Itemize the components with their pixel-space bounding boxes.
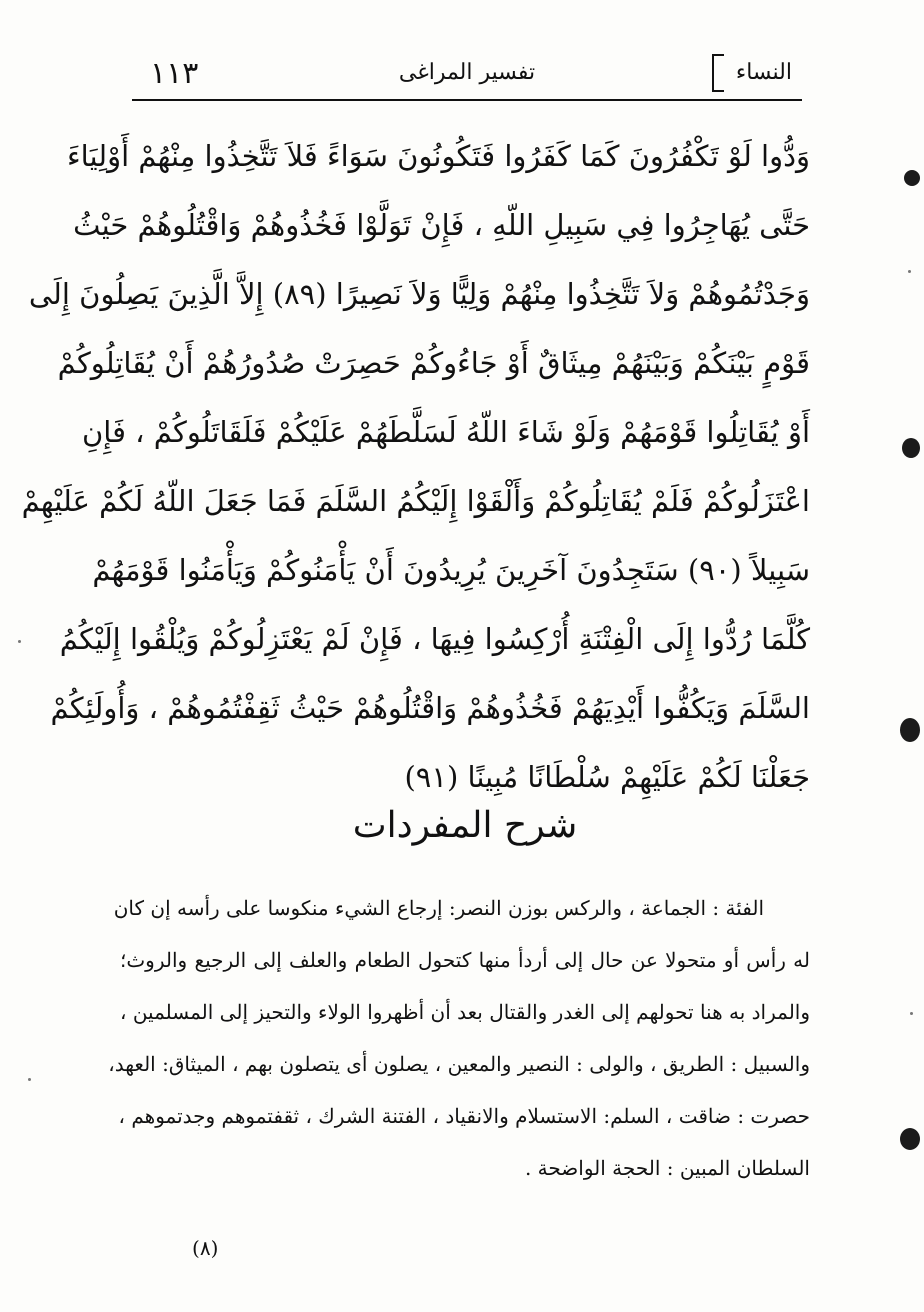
section-title: شرح المفردات xyxy=(352,805,578,846)
speck xyxy=(910,1012,913,1015)
verse-block xyxy=(21,122,810,812)
book-title: تفسير المراغى xyxy=(398,60,536,85)
verse-line: وَدُّوا لَوْ تَكْفُرُونَ كَمَا كَفَرُوا فَتَكُونُونَ سَوَاءً فَلاَ تَتَّخِذُوا مِنْهُمْ أَوْلِيَاءَ xyxy=(67,139,810,173)
ink-blot xyxy=(900,718,920,742)
verse-line: حَتَّى يُهَاجِرُوا فِي سَبِيلِ اللّهِ ، فَإِنْ تَوَلَّوْا فَخُذُوهُمْ وَاقْتُلُوهُمْ حَيْثُ xyxy=(73,208,810,242)
glossary-line: الفئة : الجماعة ، والركس بوزن النصر: إرجاع الشيء منكوسا على رأسه إن كان xyxy=(113,896,764,920)
ink-blot xyxy=(904,170,920,186)
verse-line: سَبِيلاً (٩٠) سَتَجِدُونَ آخَرِينَ يُرِيدُونَ أَنْ يَأْمَنُوكُمْ وَيَأْمَنُوا قَوْمَهُمْ xyxy=(92,553,810,587)
chapter-name: النساء xyxy=(735,60,792,85)
glossary-line: له رأس أو متحولا عن حال إلى أردأ منها كتحول الطعام والعلف إلى الرجيع والروث؛ xyxy=(120,948,810,972)
ink-blot xyxy=(900,1128,920,1150)
glossary-line: حصرت : ضاقت ، السلم: الاستسلام والانقياد ، الفتنة الشرك ، ثقفتموهم وجدتموهم ، xyxy=(118,1104,810,1128)
verse-line: أَوْ يُقَاتِلُوا قَوْمَهُمْ وَلَوْ شَاءَ اللّهُ لَسَلَّطَهُمْ عَلَيْكُمْ فَلَقَاتَلُوكُمْ ، فَإِنِ xyxy=(81,415,810,449)
glossary-line: السلطان المبين : الحجة الواضحة . xyxy=(524,1156,810,1180)
chapter-bracket xyxy=(712,54,724,92)
glossary-line: والمراد به هنا تحولهم إلى الغدر والقتال بعد أن أظهروا الولاء والتحيز إلى المسلمين ، xyxy=(120,1000,810,1024)
verse-line: قَوْمٍ بَيْنَكُمْ وَبَيْنَهُمْ مِيثَاقٌ أَوْ جَاءُوكُمْ حَصِرَتْ صُدُورُهُمْ أَنْ يُقَاتِلُوكُمْ xyxy=(57,346,810,380)
speck xyxy=(28,1078,31,1081)
verse-line: كُلَّمَا رُدُّوا إِلَى الْفِتْنَةِ أُرْكِسُوا فِيهَا ، فَإِنْ لَمْ يَعْتَزِلُوكُمْ وَيُلْقُوا إِلَيْكُمُ xyxy=(59,622,810,656)
verse-line: وَجَدْتُمُوهُمْ وَلاَ تَتَّخِذُوا مِنْهُمْ وَلِيًّا وَلاَ نَصِيرًا (٨٩) إِلاَّ الَّذِينَ يَصِلُونَ إِلَى xyxy=(28,277,810,311)
speck xyxy=(908,270,911,273)
glossary-line: والسبيل : الطريق ، والولى : النصير والمعين ، يصلون أى يتصلون بهم ، الميثاق: العهد، xyxy=(108,1052,810,1076)
running-header xyxy=(132,50,802,96)
speck xyxy=(18,640,21,643)
page-number: ١١٣ xyxy=(150,56,199,91)
header-divider xyxy=(132,99,802,101)
signature-mark: (٨) xyxy=(192,1236,219,1260)
verse-line: جَعَلْنَا لَكُمْ عَلَيْهِمْ سُلْطَانًا مُبِينًا (٩١) xyxy=(404,760,810,794)
ink-blot xyxy=(902,438,920,458)
verse-line: السَّلَمَ وَيَكُفُّوا أَيْدِيَهُمْ فَخُذُوهُمْ وَاقْتُلُوهُمْ حَيْثُ ثَقِفْتُمُوهُمْ ، وَأُولَئِكُمْ xyxy=(50,691,810,725)
verse-line: اعْتَزَلُوكُمْ فَلَمْ يُقَاتِلُوكُمْ وَأَلْقَوْا إِلَيْكُمُ السَّلَمَ فَمَا جَعَلَ اللّهُ لَكُمْ عَلَيْهِمْ xyxy=(21,484,810,518)
glossary-block xyxy=(108,882,810,1194)
